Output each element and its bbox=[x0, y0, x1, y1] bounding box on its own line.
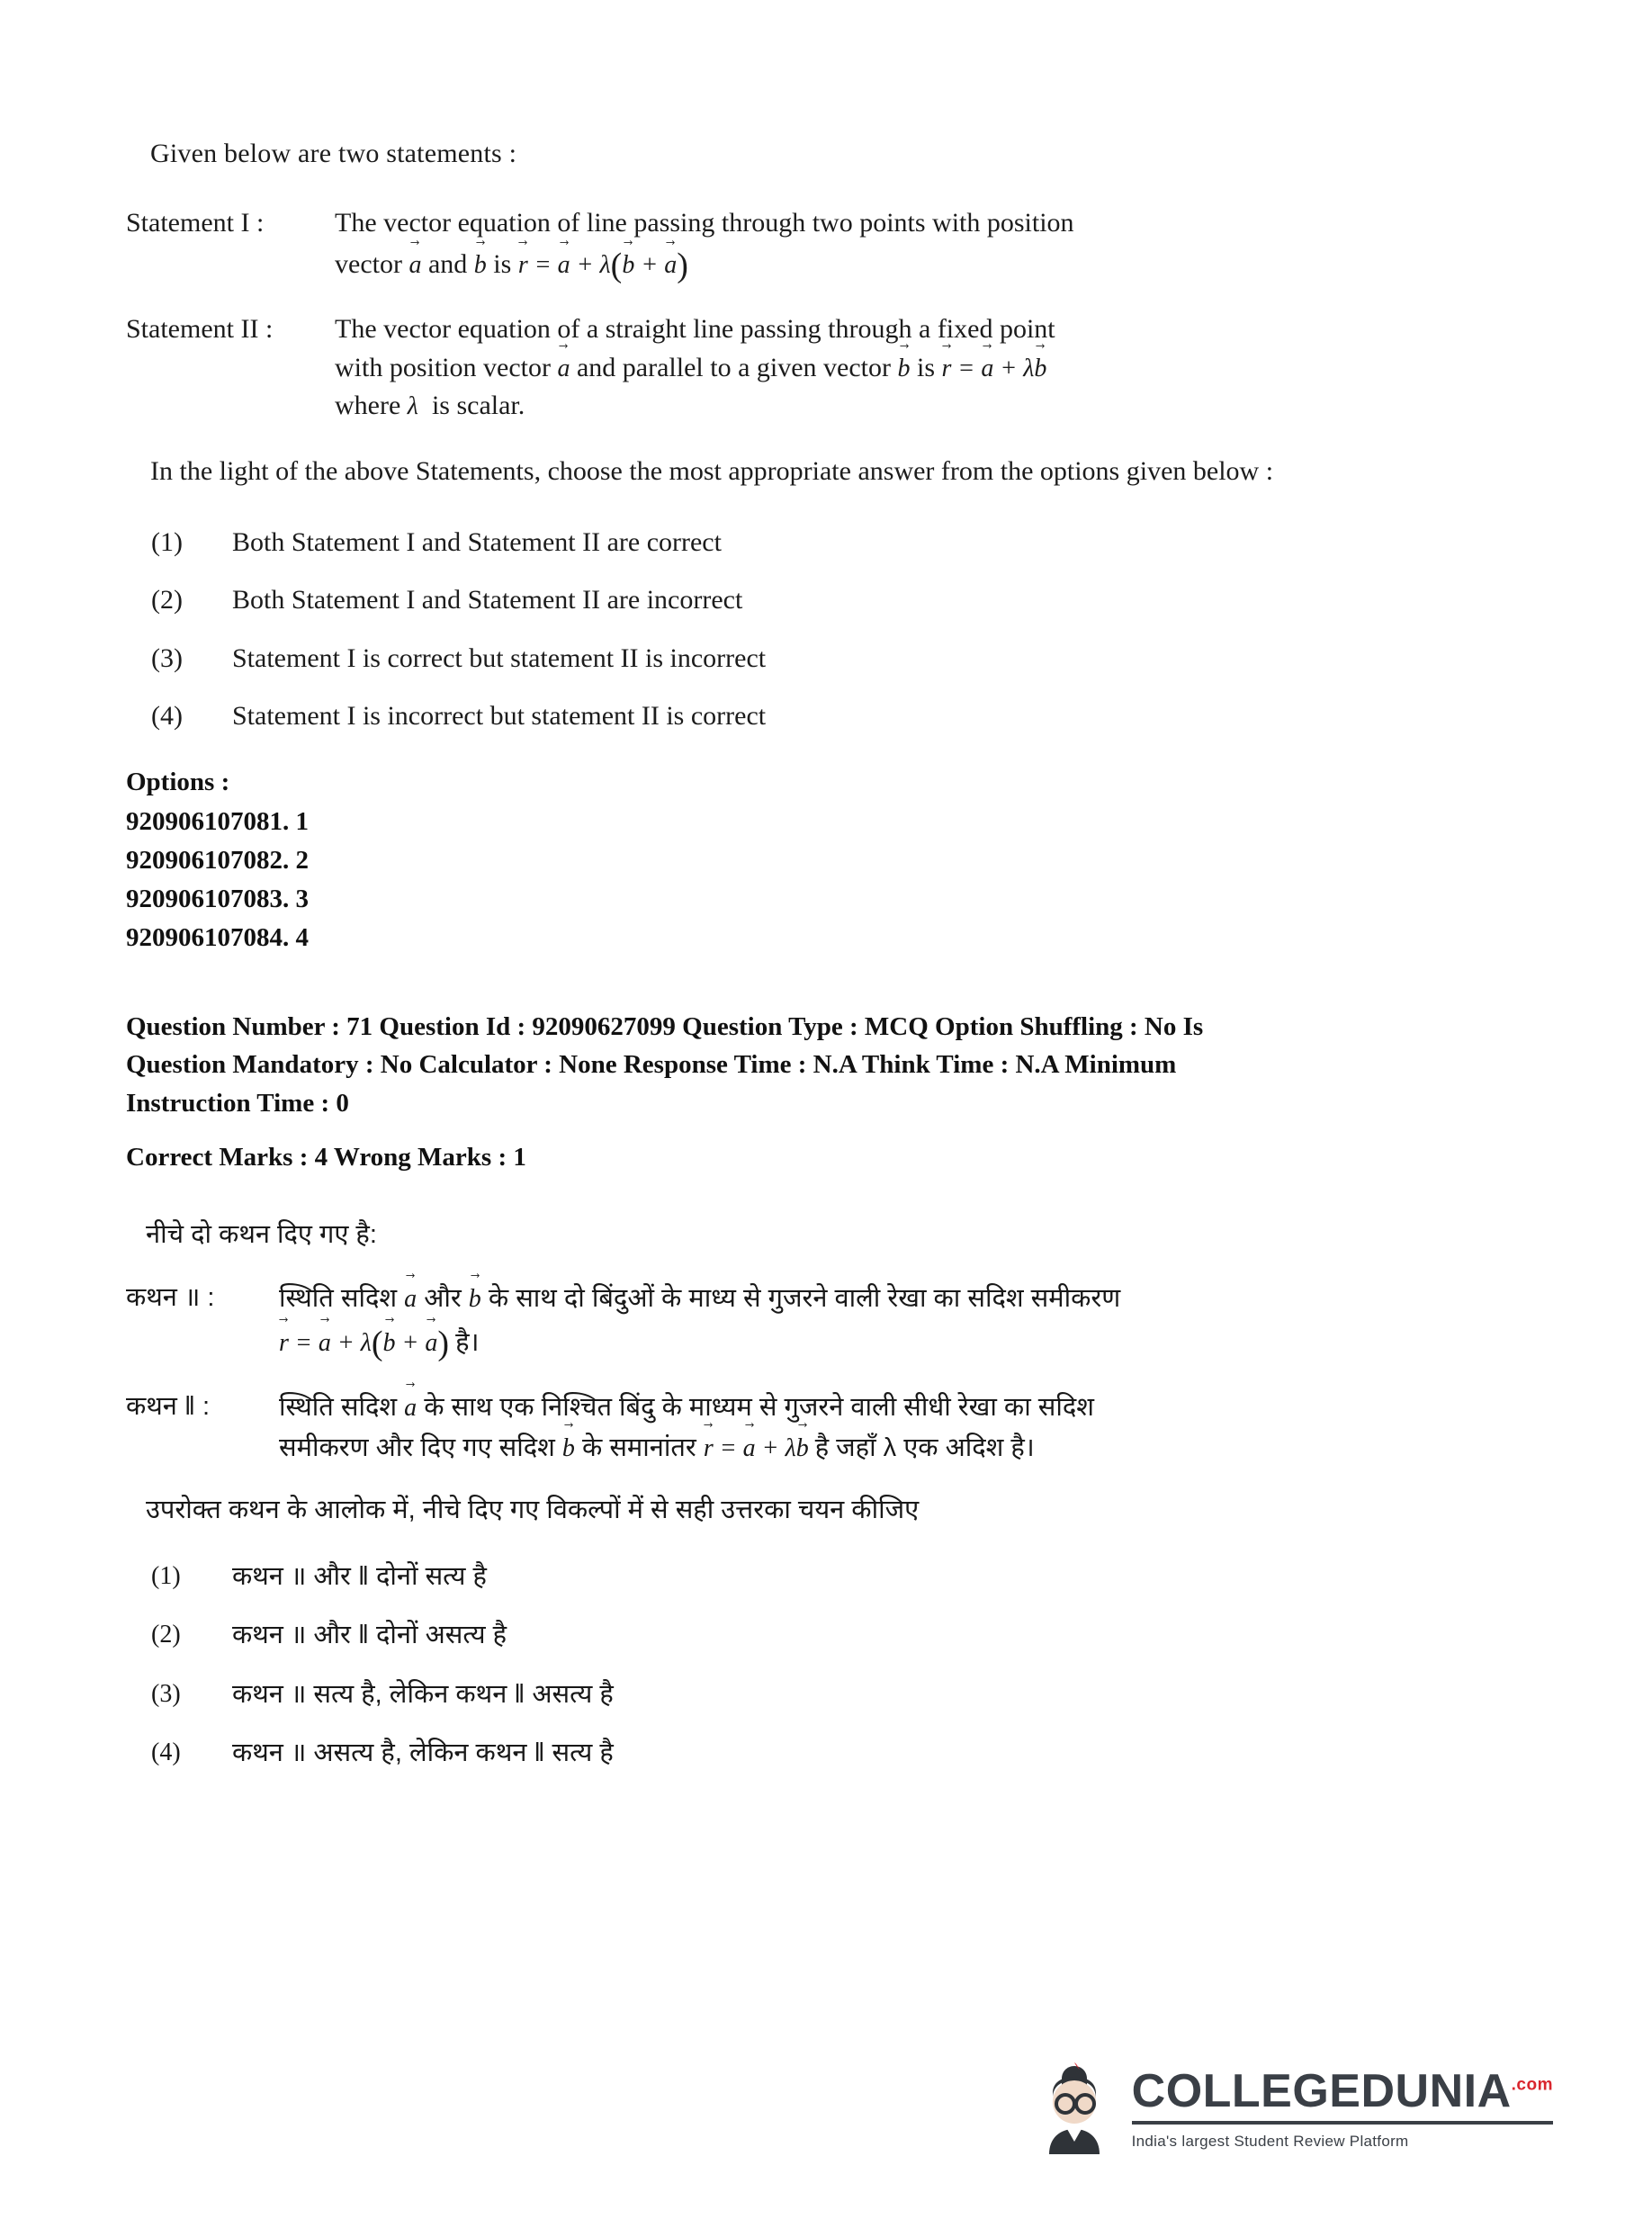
collegedunia-wordmark bbox=[1131, 2065, 1553, 2150]
english-option-1-number: (1) bbox=[151, 526, 183, 557]
options-heading: Options : bbox=[126, 767, 230, 796]
question-meta-line-2: Question Mandatory : No Calculator : None Response Time : N.A Think Time : N.A Minimum bbox=[126, 1050, 1177, 1080]
hindi-vector-b-2: b → bbox=[562, 1434, 575, 1462]
english-options-list bbox=[126, 524, 1530, 736]
hindi-option-3[interactable] bbox=[126, 1675, 1530, 1715]
english-option-3-number: (3) bbox=[151, 642, 183, 673]
option-id-4: 920906107084. 4 bbox=[126, 922, 309, 952]
hindi-statement-2-equation: r → = a → + λb → bbox=[704, 1434, 815, 1462]
english-option-4[interactable] bbox=[126, 697, 1530, 736]
collegedunia-brand: $COLLEGEDUNIA^{.com}$ bbox=[1131, 2065, 1553, 2117]
hindi-statement-2-label: कथन ‖ : bbox=[126, 1392, 211, 1422]
hindi-statement-1-equation: r → = a → + λ(b → + a →) bbox=[279, 1329, 455, 1357]
hindi-intro: नीचे दो कथन दिए गए है: bbox=[146, 1220, 377, 1250]
question-meta-block bbox=[126, 1008, 1476, 1176]
hindi-option-4-text: कथन ॥ असत्य है, लेकिन कथन ‖ सत्य है bbox=[232, 1738, 614, 1768]
hindi-option-1[interactable] bbox=[126, 1558, 1530, 1597]
english-question-block bbox=[126, 135, 1530, 736]
statement-2-body bbox=[335, 310, 1530, 426]
english-option-4-text: Statement I is incorrect but statement II is correct bbox=[232, 701, 767, 732]
question-content bbox=[126, 135, 1530, 1793]
hindi-vector-b: b → bbox=[469, 1285, 481, 1313]
hindi-option-4[interactable] bbox=[126, 1734, 1530, 1774]
english-option-3[interactable] bbox=[126, 640, 1530, 678]
option-id-1: 920906107081. 1 bbox=[126, 807, 309, 837]
statement-2-row bbox=[126, 310, 1530, 426]
hindi-option-2[interactable] bbox=[126, 1616, 1530, 1656]
hindi-option-1-number: (1) bbox=[151, 1561, 181, 1590]
english-intro: Given below are two statements : bbox=[150, 139, 517, 168]
hindi-option-3-text: कथन ॥ सत्य है, लेकिन कथन ‖ असत्य है bbox=[232, 1679, 614, 1709]
hindi-options-list bbox=[126, 1558, 1530, 1774]
english-prompt: In the light of the above Statements, choose the most appropriate answer from the options given below : bbox=[150, 455, 1274, 486]
hindi-statement-2-line2: समीकरण और दिए गए सदिश b → के समानांतर r → = a → + λb → है जहाँ λ एक अदिश है। bbox=[279, 1428, 1530, 1469]
statement-2-line3: where λ is scalar. bbox=[335, 391, 525, 421]
hindi-vector-a: a → bbox=[404, 1285, 417, 1313]
option-id-2: 920906107082. 2 bbox=[126, 846, 309, 876]
english-option-2[interactable] bbox=[126, 581, 1530, 620]
hindi-option-2-number: (2) bbox=[151, 1621, 181, 1649]
question-marks-line: Correct Marks : 4 Wrong Marks : 1 bbox=[126, 1142, 526, 1172]
option-id-list bbox=[126, 803, 1530, 957]
vector-a-inline: a → bbox=[409, 251, 421, 279]
statement-1-body bbox=[335, 204, 1530, 292]
statement-2-label: Statement II : bbox=[126, 314, 274, 345]
hindi-option-2-text: कथन ॥ और ‖ दोनों असत्य है bbox=[232, 1621, 507, 1650]
vector-a-inline-2: a → bbox=[557, 355, 570, 382]
collegedunia-tagline: India's largest Student Review Platform bbox=[1131, 2133, 1409, 2150]
statement-1-equation: r → = a → + λ(b → + a →) bbox=[518, 251, 688, 279]
hindi-prompt: उपरोक्त कथन के आलोक में, नीचे दिए गए विकल्पों में से सही उत्तरका चयन कीजिए bbox=[146, 1496, 920, 1525]
hindi-option-3-number: (3) bbox=[151, 1679, 181, 1708]
statement-1-line1: The vector equation of line passing through two points with position bbox=[335, 207, 1074, 238]
collegedunia-watermark bbox=[1031, 2059, 1553, 2158]
option-id-3: 920906107083. 3 bbox=[126, 885, 309, 914]
english-option-2-number: (2) bbox=[151, 585, 183, 615]
english-option-1[interactable] bbox=[126, 524, 1530, 562]
statement-2-line2: with position vector a → and parallel to a given vector b → is r → = a → + λb → bbox=[335, 349, 1530, 388]
statement-1-line2: vector a → and b → is r → = a → + λ(b → + a →) bbox=[335, 242, 1530, 291]
wordmark-underline bbox=[1132, 2121, 1553, 2125]
hindi-vector-a-2: a → bbox=[404, 1394, 417, 1422]
statement-2-equation: r → = a → + λb → bbox=[942, 355, 1047, 382]
hindi-statement-2-row bbox=[126, 1388, 1530, 1468]
hindi-statement-1-body: स्थिति सदिश a → और b → के साथ दो बिंदुओं के माध्य से गुजरने वाली रेखा का सदिश समीकरण r → = a → + λ(b → + a →) है। bbox=[279, 1279, 1530, 1370]
vector-b-inline-2: b → bbox=[898, 355, 911, 382]
question-meta-line-3: Instruction Time : 0 bbox=[126, 1088, 349, 1118]
spacer bbox=[126, 957, 1530, 1008]
question-meta-line-1: Question Number : 71 Question Id : 92090627099 Question Type : MCQ Option Shuffling : No Is bbox=[126, 1011, 1204, 1041]
collegedunia-domain-suffix: .com bbox=[1511, 2075, 1553, 2095]
statement-1-label: Statement I : bbox=[126, 207, 265, 238]
english-option-2-text: Both Statement I and Statement II are incorrect bbox=[232, 585, 743, 615]
hindi-statement-1-row bbox=[126, 1279, 1530, 1370]
vector-b-inline: b → bbox=[474, 251, 487, 279]
statement-2-line1: The vector equation of a straight line passing through a fixed point bbox=[335, 314, 1055, 345]
hindi-option-1-text: कथन ॥ और ‖ दोनों सत्य है bbox=[232, 1561, 487, 1591]
hindi-statement-1-label: कथन ॥ : bbox=[126, 1282, 215, 1312]
statement-1-row bbox=[126, 204, 1530, 292]
options-meta-block bbox=[126, 763, 1530, 957]
english-option-1-text: Both Statement I and Statement II are correct bbox=[232, 526, 722, 557]
hindi-statement-1-equation-line: r → = a → + λ(b → + a →) है। bbox=[279, 1318, 1530, 1370]
collegedunia-mascot-icon bbox=[1031, 2059, 1118, 2158]
english-option-4-number: (4) bbox=[151, 701, 183, 732]
english-option-3-text: Statement I is correct but statement II is incorrect bbox=[232, 642, 767, 673]
hindi-option-4-number: (4) bbox=[151, 1738, 181, 1767]
hindi-statement-2-body: स्थिति सदिश a → के साथ एक निश्चित बिंदु के माध्यम से गुजरने वाली सीधी रेखा का सदिश समीकरण और दिए गए सदिश b → के समानांतर r → = a → + λb → है जहाँ λ एक अदिश है। bbox=[279, 1388, 1530, 1468]
hindi-question-block bbox=[126, 1216, 1530, 1774]
